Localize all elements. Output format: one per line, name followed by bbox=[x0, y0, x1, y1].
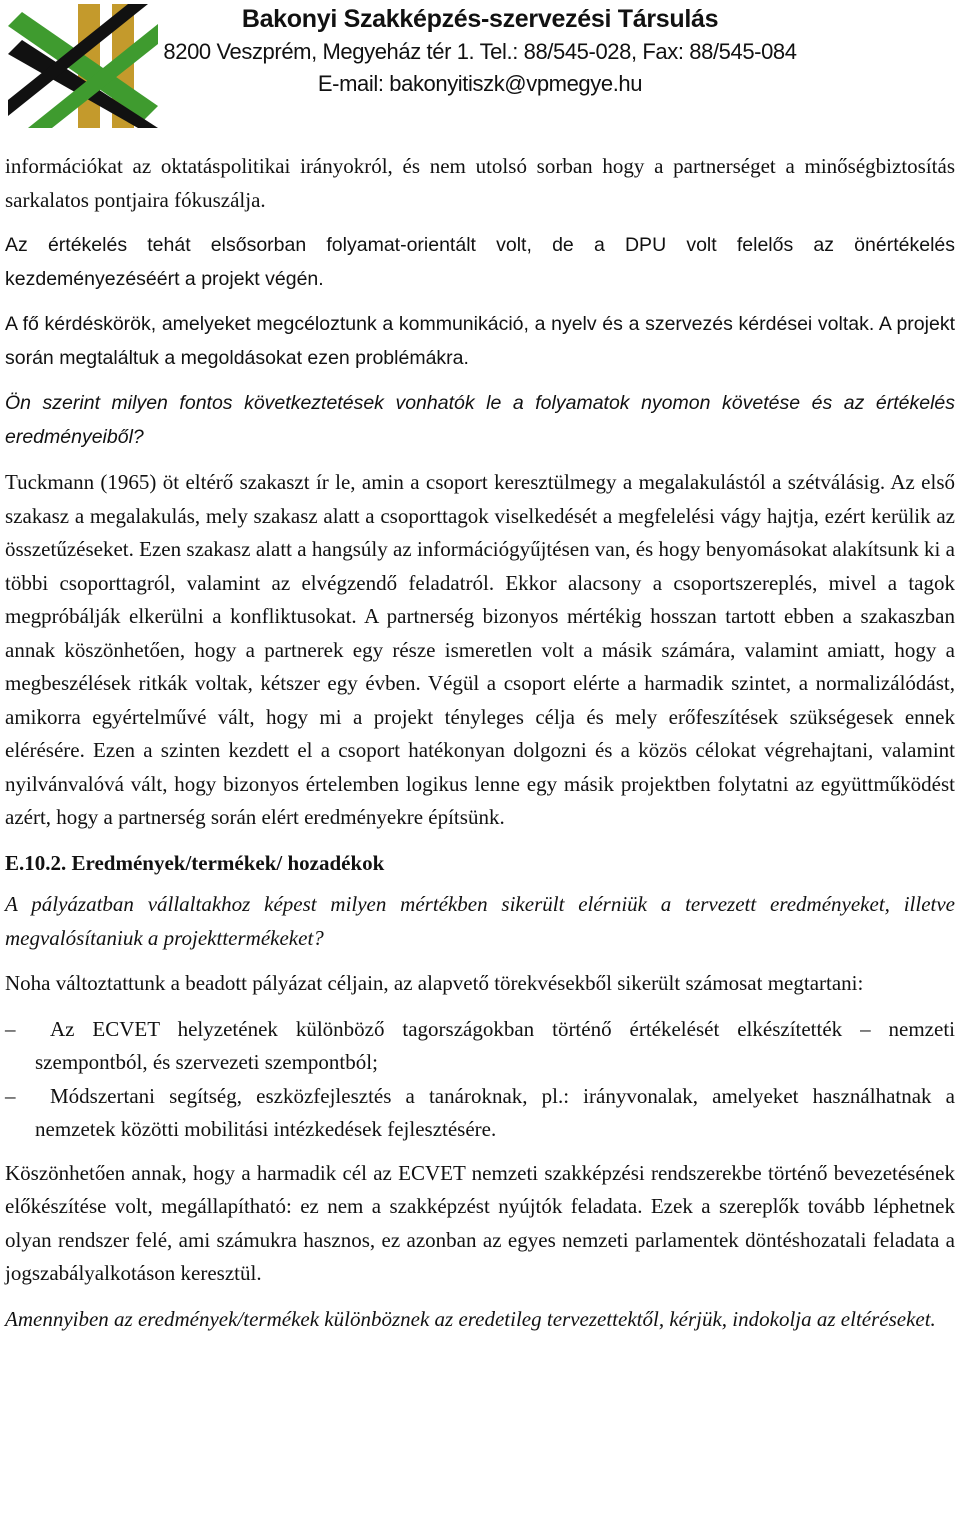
list-dash-marker: – bbox=[5, 1083, 16, 1108]
results-list bbox=[5, 1013, 955, 1147]
paragraph-4: Tuckmann (1965) öt eltérő szakaszt ír le, amin a csoport keresztülmegy a megalakulástól a szétválásig. Az első szakasz a megalakulás, mely szakasz alatt a csoporttagok viselkedését a megfelelési vágy hajtja, ezért kerülik az összetűzéseket. Ezen szakasz alatt a hangsúly az információgyűjtésen van, és hogy benyomásokat alakítsunk ki a többi csoporttagról, valamint az elvégzendő feladatról. Ekkor alacsony a csoportszereplés, mivel a tagok megpróbálják elkerülni a konfliktusokat. A partnerség bizonyos mértékig hosszan tartott ebben a szakaszban annak köszönhetően, hogy a partnerek egy része ismeretlen volt a másik számára, valamint amiatt, hogy a megbeszélések ritkák voltak, kétszer egy évben. Végül a csoport elérte a harmadik szintet, a normalizálódást, amikorra egyértelművé vált, hogy mi a projekt tényleges célja és mely erőfeszítések szükségesek ennek elérésére. Ezen a szinten kezdett el a csoport hatékonyan dolgozni és a közös célokat végrehajtani, valamint nyilvánvalóvá vált, hogy bizonyos értelemben logikus lenne egy másik projektben folytatni az együttműködést azért, hogy a partnerség során elért eredményekre építsünk. bbox=[5, 470, 955, 829]
paragraph-2: Az értékelés tehát elsősorban folyamat-orientált volt, de a DPU volt felelős az önértékelés kezdeményezéséért a projekt végén. bbox=[5, 234, 955, 290]
organization-email: E-mail: bakonyitiszk@vpmegye.hu bbox=[317, 71, 643, 96]
paragraph-6: Köszönhetően annak, hogy a harmadik cél az ECVET nemzeti szakképzési rendszerekbe történő bevezetésének előkészítése volt, megállapítható: ez nem a szakképzést nyújtók feladata. Ezek a szereplők tovább léphetnek olyan rendszer felé, ami számukra hasznos, ez azonban az egyes nemzeti parlamentek döntéshozatali feladata a jogszabályalkotáson keresztül. bbox=[5, 1160, 955, 1285]
question-1: Ön szerint milyen fontos következtetések vonhatók le a folyamatok nyomon követése és az értékelés eredményeiből? bbox=[5, 392, 955, 448]
list-item-text: Az ECVET helyzetének különböző tagországokban történő értékelését elkészítették – nemzeti szempontból, és szervezeti szempontból; bbox=[35, 1016, 955, 1074]
organization-info bbox=[160, 2, 800, 100]
section-heading: E.10.2. Eredmények/termékek/ hozadékok bbox=[5, 850, 385, 875]
list-item bbox=[5, 1080, 955, 1147]
document-body bbox=[5, 150, 955, 1348]
paragraph-1: információkat az oktatáspolitikai irányokról, és nem utolsó sorban hogy a partnerséget a minőségbiztosítás sarkalatos pontjaira fókuszálja. bbox=[5, 154, 955, 212]
list-item bbox=[5, 1013, 955, 1080]
question-3: Amennyiben az eredmények/termékek különböznek az eredetileg tervezettektől, kérjük, indokolja az eltéréseket. bbox=[5, 1306, 936, 1331]
paragraph-5: Noha változtattunk a beadott pályázat céljain, az alapvető törekvésekből sikerült számosat megtartani: bbox=[5, 971, 864, 995]
organization-logo bbox=[8, 4, 158, 128]
question-2: A pályázatban vállaltakhoz képest milyen mértékben sikerült elérniük a tervezett eredményeket, illetve megvalósítaniuk a projekttermékeket? bbox=[5, 892, 955, 950]
letterhead bbox=[0, 0, 960, 135]
organization-name: Bakonyi Szakképzés-szervezési Társulás bbox=[241, 5, 719, 33]
list-item-text: Módszertani segítség, eszközfejlesztés a tanároknak, pl.: irányvonalak, amelyeket használhatnak a nemzetek közötti mobilitási intézkedések fejlesztésére. bbox=[35, 1083, 955, 1141]
list-dash-marker: – bbox=[5, 1016, 16, 1041]
organization-address: 8200 Veszprém, Megyeház tér 1. Tel.: 88/545-028, Fax: 88/545-084 bbox=[163, 39, 797, 64]
paragraph-3: A fő kérdéskörök, amelyeket megcéloztunk a kommunikáció, a nyelv és a szervezés kérdései voltak. A projekt során megtaláltuk a megoldásokat ezen problémákra. bbox=[5, 313, 955, 369]
